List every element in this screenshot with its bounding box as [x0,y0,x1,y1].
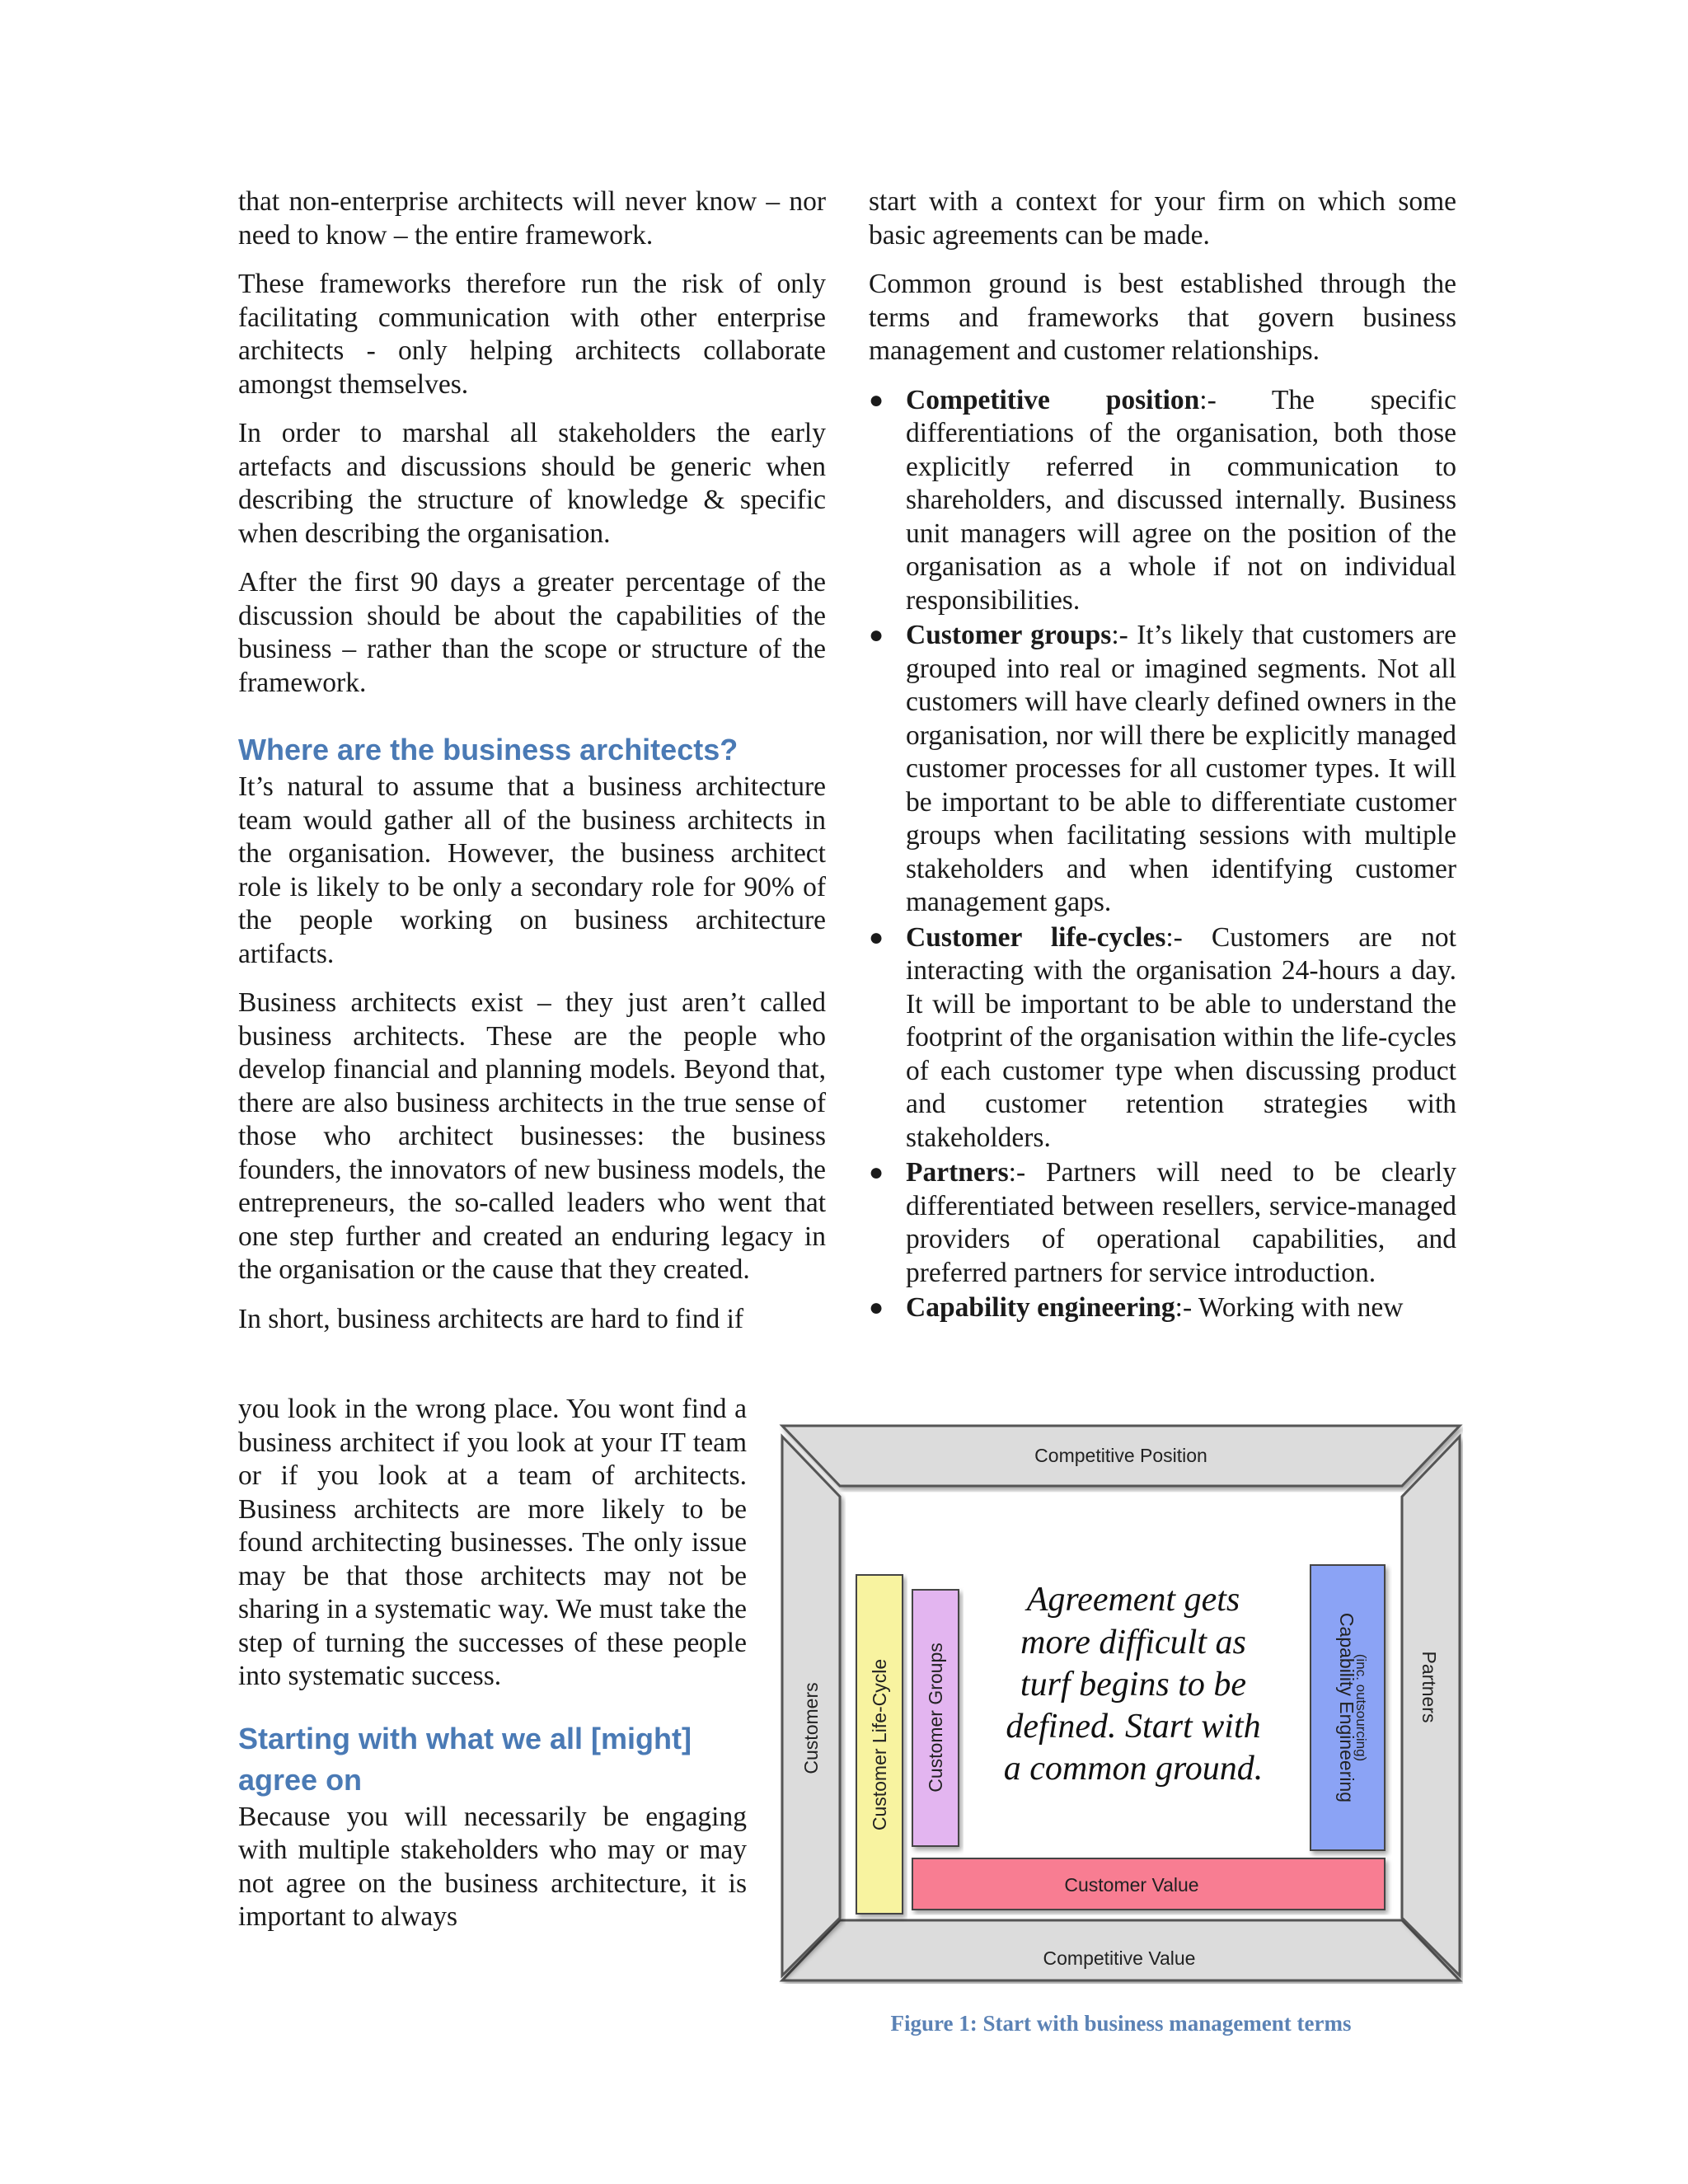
customer-groups-label: Customer Groups [925,1643,946,1793]
section-heading: Starting with what we all [might] agree on [238,1721,692,1797]
customer-value-label: Customer Value [1064,1874,1199,1896]
capability-engineering-label: Capability Engineering [1336,1612,1357,1803]
capability-engineering-sublabel: (inc. outsourcing) [1353,1653,1369,1762]
bullet-item: ● Competitive position:- The specific differentiations of the organisation, both those explicitly referred in communication to shareholders, and discussed internally. Business unit managers will agree on the position of the organisation as a whole if not on individual responsibilities. [869,384,1456,616]
section-heading: Where are the business architects? [238,733,738,766]
paragraph: After the first 90 days a greater percentage of the discussion should be about the capabilities of the business – rather than the scope or structure of the framework. [238,567,826,698]
bullet-icon: ● [869,386,884,414]
paragraph: you look in the wrong place. You wont find a business architect if you look at your IT team or if you look at a team of architects. Business architects are more likely to be found architecting businesses. The only issue may be that those architects may not be sharing in a systematic way. We must take the step of turning the successes of these people into systematic success. [238,1394,747,1691]
left-column-narrow [238,1393,747,1950]
paragraph: that non-enterprise architects will never know – nor need to know – the entire framework. [238,186,826,251]
paragraph: Business architects exist – they just aren’t called business architects. These are the people who develop financial and planning models. Beyond that, there are also business architects in the true sense of those who architect businesses: the business founders, the innovators of new business models, the entrepreneurs, the so-called leaders who went that one step further and created an enduring legacy in the organisation or the cause that they created. [238,987,826,1285]
paragraph: These frameworks therefore run the risk of only facilitating communication with other enterprise architects - only helping architects collaborate amongst themselves. [238,269,826,400]
figure-diagram [779,1423,1463,1984]
bullet-item: ● Customer life-cycles:- Customers are not interacting with the organisation 24-hours a day. It will be important to be able to understand the footprint of the organisation within the life-cycles of each customer type when discussing product and customer retention strategies with stakeholders. [869,921,1456,1153]
frame-bottom-label: Competitive Value [1043,1947,1196,1969]
paragraph: start with a context for your firm on which some basic agreements can be made. [869,186,1456,251]
center-line: Agreement gets [1026,1581,1240,1619]
center-statement [1004,1581,1264,1788]
customer-lifecycle-label: Customer Life-Cycle [869,1658,890,1831]
center-line: turf begins to be [1020,1666,1247,1704]
center-line: a common ground. [1003,1750,1264,1788]
bullet-icon: ● [869,1294,884,1321]
frame-left-label: Customers [800,1682,822,1774]
paragraph: It’s natural to assume that a business architecture team would gather all of the business architects in the organisation. However, the business architect role is likely to be only a secondary role for 90% of the people working on business architecture artifacts. [238,771,826,969]
frame-top-label: Competitive Position [1034,1445,1207,1466]
bullet-icon: ● [869,621,884,649]
frame-right-label: Partners [1418,1651,1440,1723]
paragraph: In order to marshal all stakeholders the early artefacts and discussions should be generic when describing the structure of knowledge & specific when describing the organisation. [238,418,826,549]
right-column [869,185,1456,1327]
bullet-icon: ● [869,1159,884,1186]
paragraph: Common ground is best established through the terms and frameworks that govern business management and customer relationships. [869,269,1456,366]
bullet-list [869,384,1456,1325]
center-line: defined. Start with [1006,1708,1261,1746]
left-column [238,185,826,1336]
bullet-item: ● Capability engineering:- Working with new [869,1291,1456,1325]
bullet-item: ● Customer groups:- It’s likely that customers are grouped into real or imagined segments. Not all customers will have clearly defined owners in the organisation, nor will there be explicitly managed customer processes for all customer types. It will be important to be able to differentiate customer groups when facilitating sessions with multiple stakeholders and when identifying customer management gaps. [869,620,1457,917]
paragraph-line: In short, business architects are hard to find if [238,1303,744,1334]
paragraph: Because you will necessarily be engaging with multiple stakeholders who may or may not agree on the business architecture, it is important to always [238,1801,747,1932]
center-line: more difficult as [1020,1624,1246,1661]
bullet-icon: ● [869,923,884,951]
figure-caption: Figure 1: Start with business management terms [890,2011,1352,2036]
bullet-item: ● Partners:- Partners will need to be clearly differentiated between resellers, service-managed providers of operational capabilities, and preferred partners for service introduction. [869,1157,1456,1288]
